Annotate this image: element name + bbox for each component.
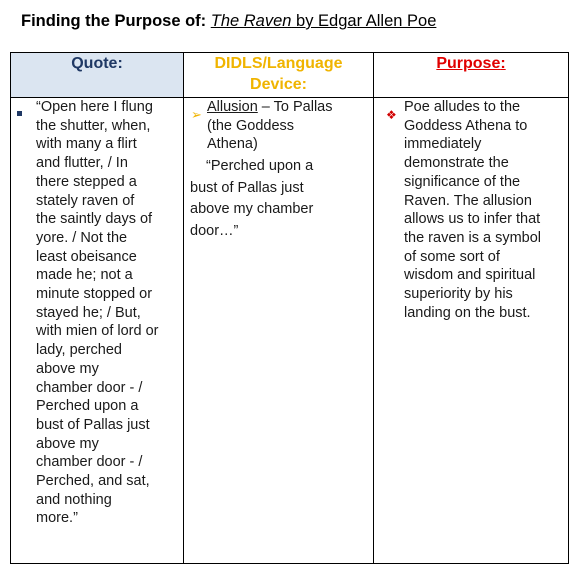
title-prefix: Finding the Purpose of: [21, 12, 211, 30]
quote-text: “Open here I flung the shutter, when, with many a flirt and flutter, / In there stepped a stately raven of the saintly days of yore. / Not the least obeisance made he; not a minute stopped or stayed he; / But, with mien of lord or lady, perched above my chamber door - / Perched upon a bust of Pallas just above my chamber door - / Perched, and sat, and nothing more.” [36, 99, 159, 527]
title-book: The Raven [210, 12, 292, 30]
header-row [11, 53, 569, 98]
arrow-bullet-icon: ➢ [191, 107, 202, 122]
page-title [21, 12, 436, 31]
header-device: DIDLS/Language Device: [184, 53, 374, 98]
device-term: Allusion [207, 99, 258, 115]
header-purpose [374, 53, 569, 98]
title-author: by Edgar Allen Poe [291, 12, 437, 30]
square-bullet-icon [17, 111, 22, 116]
device-desc: – To Pallas (the Goddess Athena) [207, 99, 333, 153]
diamond-bullet-icon: ❖ [386, 108, 397, 122]
header-purpose-colon: : [500, 55, 506, 72]
header-purpose-label: Purpose [436, 55, 501, 72]
analysis-table [10, 52, 569, 564]
device-cell [184, 98, 374, 564]
header-quote: Quote: [11, 53, 184, 98]
purpose-text: Poe alludes to the Goddess Athena to immediately demonstrate the significance of the Raven. The allusion allows us to infer that the raven is a symbol of some sort of wisdom and spiritual superiority by his landing on the bust. [404, 99, 542, 321]
device-description [207, 98, 369, 154]
purpose-cell [374, 98, 569, 564]
quote-cell [11, 98, 184, 564]
device-excerpt: “Perched upon a bust of Pallas just above my chamber door…” [190, 158, 314, 239]
content-row [11, 98, 569, 564]
